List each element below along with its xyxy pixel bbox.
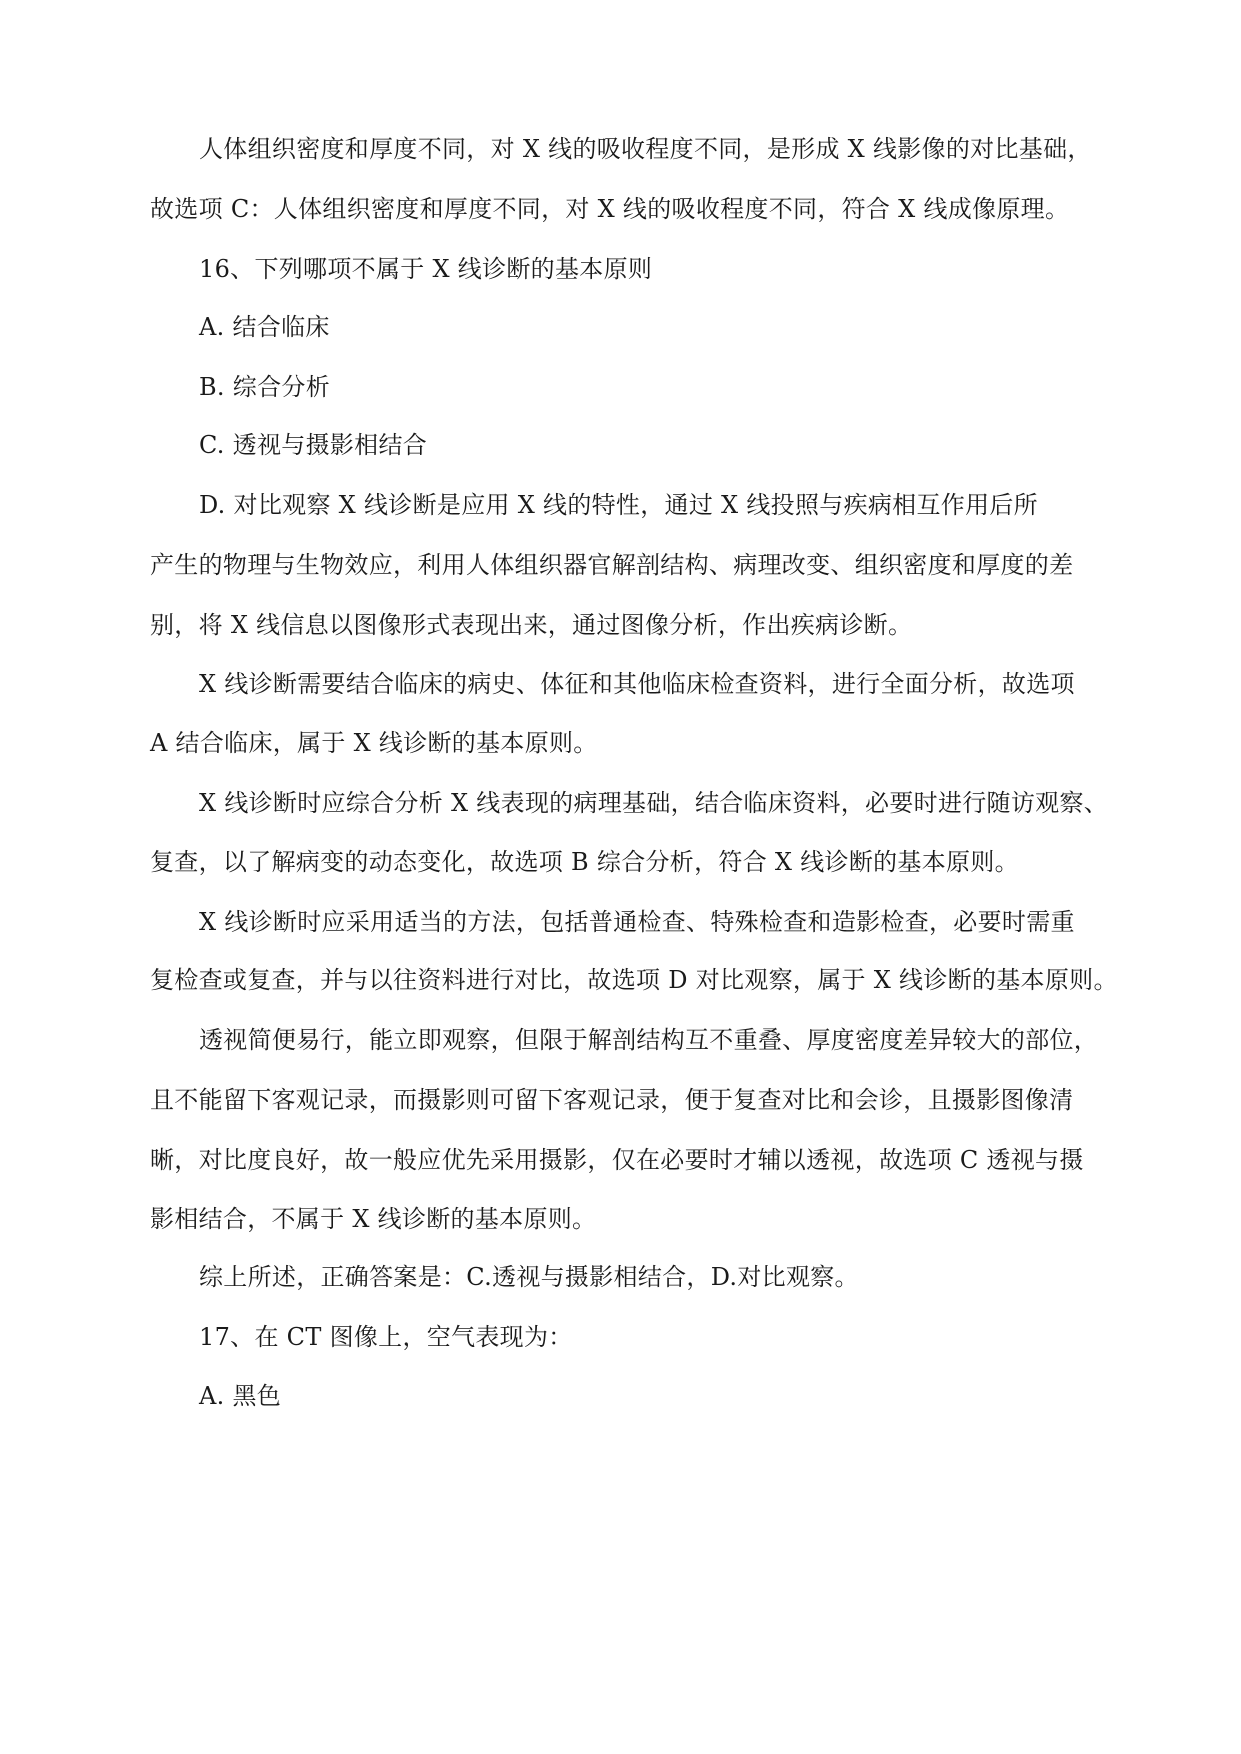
text-line: 故选项 C：人体组织密度和厚度不同，对 X 线的吸收程度不同，符合 X 线成像原理。 (150, 195, 1070, 223)
text-line: X 线诊断需要结合临床的病史、体征和其他临床检查资料，进行全面分析，故选项 (199, 670, 1075, 698)
text-line: 晰，对比度良好，故一般应优先采用摄影，仅在必要时才辅以透视，故选项 C 透视与摄 (150, 1146, 1084, 1174)
option-a: A. 结合临床 (199, 313, 330, 341)
text-line: A 结合临床，属于 X 线诊断的基本原则。 (150, 729, 598, 757)
text-line: 影相结合，不属于 X 线诊断的基本原则。 (150, 1205, 597, 1233)
text-line: 别，将 X 线信息以图像形式表现出来，通过图像分析，作出疾病诊断。 (150, 611, 913, 639)
text-line: 复检查或复查，并与以往资料进行对比，故选项 D 对比观察，属于 X 线诊断的基本原则。 (150, 966, 1118, 994)
text-line: X 线诊断时应采用适当的方法，包括普通检查、特殊检查和造影检查，必要时需重 (199, 908, 1075, 936)
option-c: C. 透视与摄影相结合 (199, 431, 428, 459)
question-17-stem: 17、在 CT 图像上，空气表现为： (199, 1323, 573, 1351)
question-16-stem: 16、下列哪项不属于 X 线诊断的基本原则 (199, 255, 653, 283)
option-d: D. 对比观察 X 线诊断是应用 X 线的特性，通过 X 线投照与疾病相互作用后所 (199, 491, 1038, 519)
answer-summary: 综上所述，正确答案是：C.透视与摄影相结合，D.对比观察。 (199, 1263, 859, 1291)
text-line: X 线诊断时应综合分析 X 线表现的病理基础，结合临床资料，必要时进行随访观察、 (199, 789, 1109, 817)
option-a: A. 黑色 (199, 1382, 282, 1410)
text-line: 产生的物理与生物效应，利用人体组织器官解剖结构、病理改变、组织密度和厚度的差 (150, 551, 1074, 579)
option-b: B. 综合分析 (199, 373, 330, 401)
text-line: 且不能留下客观记录，而摄影则可留下客观记录，便于复查对比和会诊，且摄影图像清 (150, 1086, 1074, 1114)
text-line: 人体组织密度和厚度不同，对 X 线的吸收程度不同，是形成 X 线影像的对比基础， (199, 135, 1092, 163)
text-line: 复查，以了解病变的动态变化，故选项 B 综合分析，符合 X 线诊断的基本原则。 (150, 848, 1019, 876)
text-line: 透视简便易行，能立即观察，但限于解剖结构互不重叠、厚度密度差异较大的部位， (199, 1026, 1099, 1054)
